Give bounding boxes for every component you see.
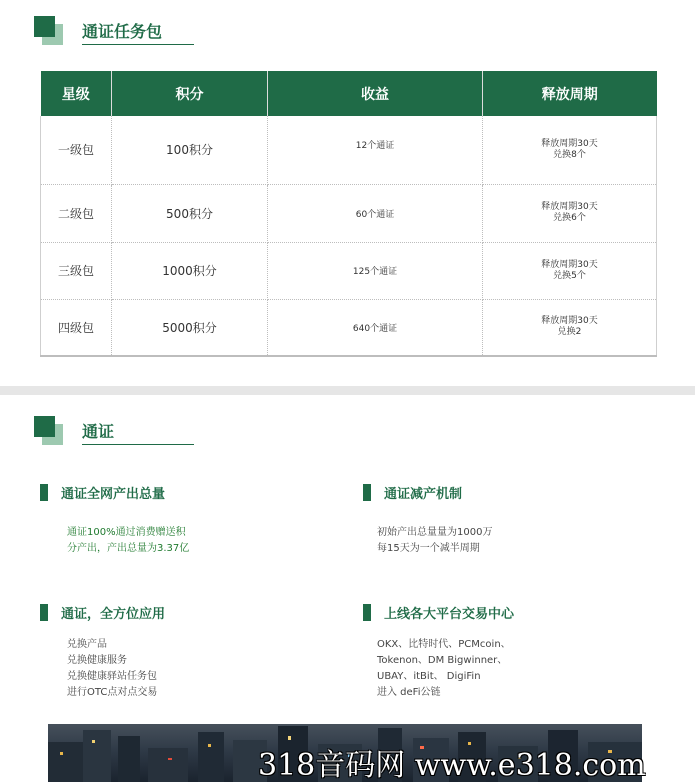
- table-row: [41, 116, 657, 184]
- cell-points: 1000积分: [112, 242, 268, 299]
- watermark-text: 318音码网 www.e318.com: [258, 748, 646, 782]
- text-line: OKX、比特时代、PCMcoin、: [377, 639, 511, 650]
- title-underline: [82, 444, 194, 445]
- text-line: 进入 deFi公链: [377, 687, 441, 698]
- cell-points: 100积分: [112, 116, 268, 184]
- section-title: 通证: [82, 422, 115, 441]
- release-period: 释放周期30天: [541, 316, 598, 327]
- building-shape: [83, 730, 111, 782]
- release-period: 释放周期30天: [541, 259, 598, 270]
- block-heading-exchanges: [363, 602, 663, 622]
- window-light: [60, 752, 63, 755]
- heading-bar: [40, 604, 48, 621]
- block-heading-applications: [40, 602, 300, 622]
- col-header-earnings: 收益: [268, 71, 483, 116]
- block-text-applications: [67, 637, 157, 701]
- heading-text: 通证全网产出总量: [61, 487, 166, 502]
- table-row: [41, 299, 657, 356]
- window-light: [208, 744, 211, 747]
- building-shape: [198, 732, 224, 782]
- heading-bar: [363, 484, 371, 501]
- text-line: 初始产出总量量为1000万: [377, 527, 493, 538]
- text-line: UBAY、itBit、 DigiFin: [377, 671, 481, 682]
- heading-bar: [363, 604, 371, 621]
- earn-text: 12个通证: [355, 141, 395, 152]
- heading-text: 通证，全方位应用: [61, 607, 166, 622]
- text-line: 进行OTC点对点交易: [67, 687, 158, 698]
- block-text-total-output: [67, 525, 189, 557]
- release-period: 释放周期30天: [541, 138, 598, 149]
- release-exchange: 兑换2: [557, 327, 582, 338]
- cell-star: 三级包: [41, 242, 112, 299]
- table-row: [41, 242, 657, 299]
- building-shape: [118, 736, 140, 782]
- cell-release: [483, 116, 657, 184]
- cell-points: 500积分: [112, 184, 268, 242]
- release-period: 释放周期30天: [541, 202, 598, 212]
- window-light: [92, 740, 95, 743]
- col-header-release: 释放周期: [483, 71, 657, 116]
- col-header-points: 积分: [112, 71, 268, 116]
- cell-points: 5000积分: [112, 299, 268, 356]
- release-exchange: 兑换6个: [553, 213, 586, 223]
- text-line: Tokenon、DM Bigwinner、: [377, 655, 508, 666]
- block-text-reduction: [377, 525, 492, 557]
- block-heading-reduction: [363, 482, 623, 502]
- cell-release: [483, 299, 657, 356]
- heading-bar: [40, 484, 48, 501]
- slide-task-packages: [0, 0, 695, 386]
- col-header-star: 星级: [41, 71, 112, 116]
- cell-star: 二级包: [41, 184, 112, 242]
- text-line: 每15天为一个减半周期: [377, 543, 480, 554]
- decor-square-dark: [34, 16, 55, 37]
- section-header: [34, 416, 204, 448]
- cell-earnings: 60个通证: [268, 184, 483, 242]
- building-shape: [148, 748, 188, 782]
- section-header: [34, 16, 204, 48]
- release-exchange: 兑换5个: [553, 270, 586, 281]
- cell-earnings: 640个通证: [268, 299, 483, 356]
- table-row: [41, 184, 657, 242]
- decor-square-dark: [34, 416, 55, 437]
- block-heading-total-output: [40, 482, 300, 502]
- cell-release: [483, 184, 657, 242]
- text-line: 兑换健康服务: [67, 655, 127, 666]
- package-table: [40, 71, 657, 357]
- title-underline: [82, 44, 194, 45]
- cell-star: 四级包: [41, 299, 112, 356]
- cell-earnings: 125个通证: [268, 242, 483, 299]
- slide-token: [0, 395, 695, 782]
- heading-text: 上线各大平台交易中心: [384, 607, 515, 622]
- text-line: 兑换产品: [67, 639, 107, 650]
- cell-release: [483, 242, 657, 299]
- section-title: 通证任务包: [82, 22, 163, 41]
- cell-earnings: [268, 116, 483, 184]
- text-line: 兑换健康驿站任务包: [67, 671, 157, 682]
- building-shape: [48, 742, 88, 782]
- cell-star: 一级包: [41, 116, 112, 184]
- table-header-row: [41, 71, 657, 116]
- heading-text: 通证减产机制: [384, 487, 463, 502]
- block-text-exchanges: [377, 637, 511, 701]
- text-line: 分产出，产出总量为3.37亿: [67, 543, 190, 554]
- window-light: [168, 758, 172, 760]
- release-exchange: 兑换8个: [553, 149, 586, 160]
- text-line: 通证100%通过消费赠送积: [67, 527, 186, 538]
